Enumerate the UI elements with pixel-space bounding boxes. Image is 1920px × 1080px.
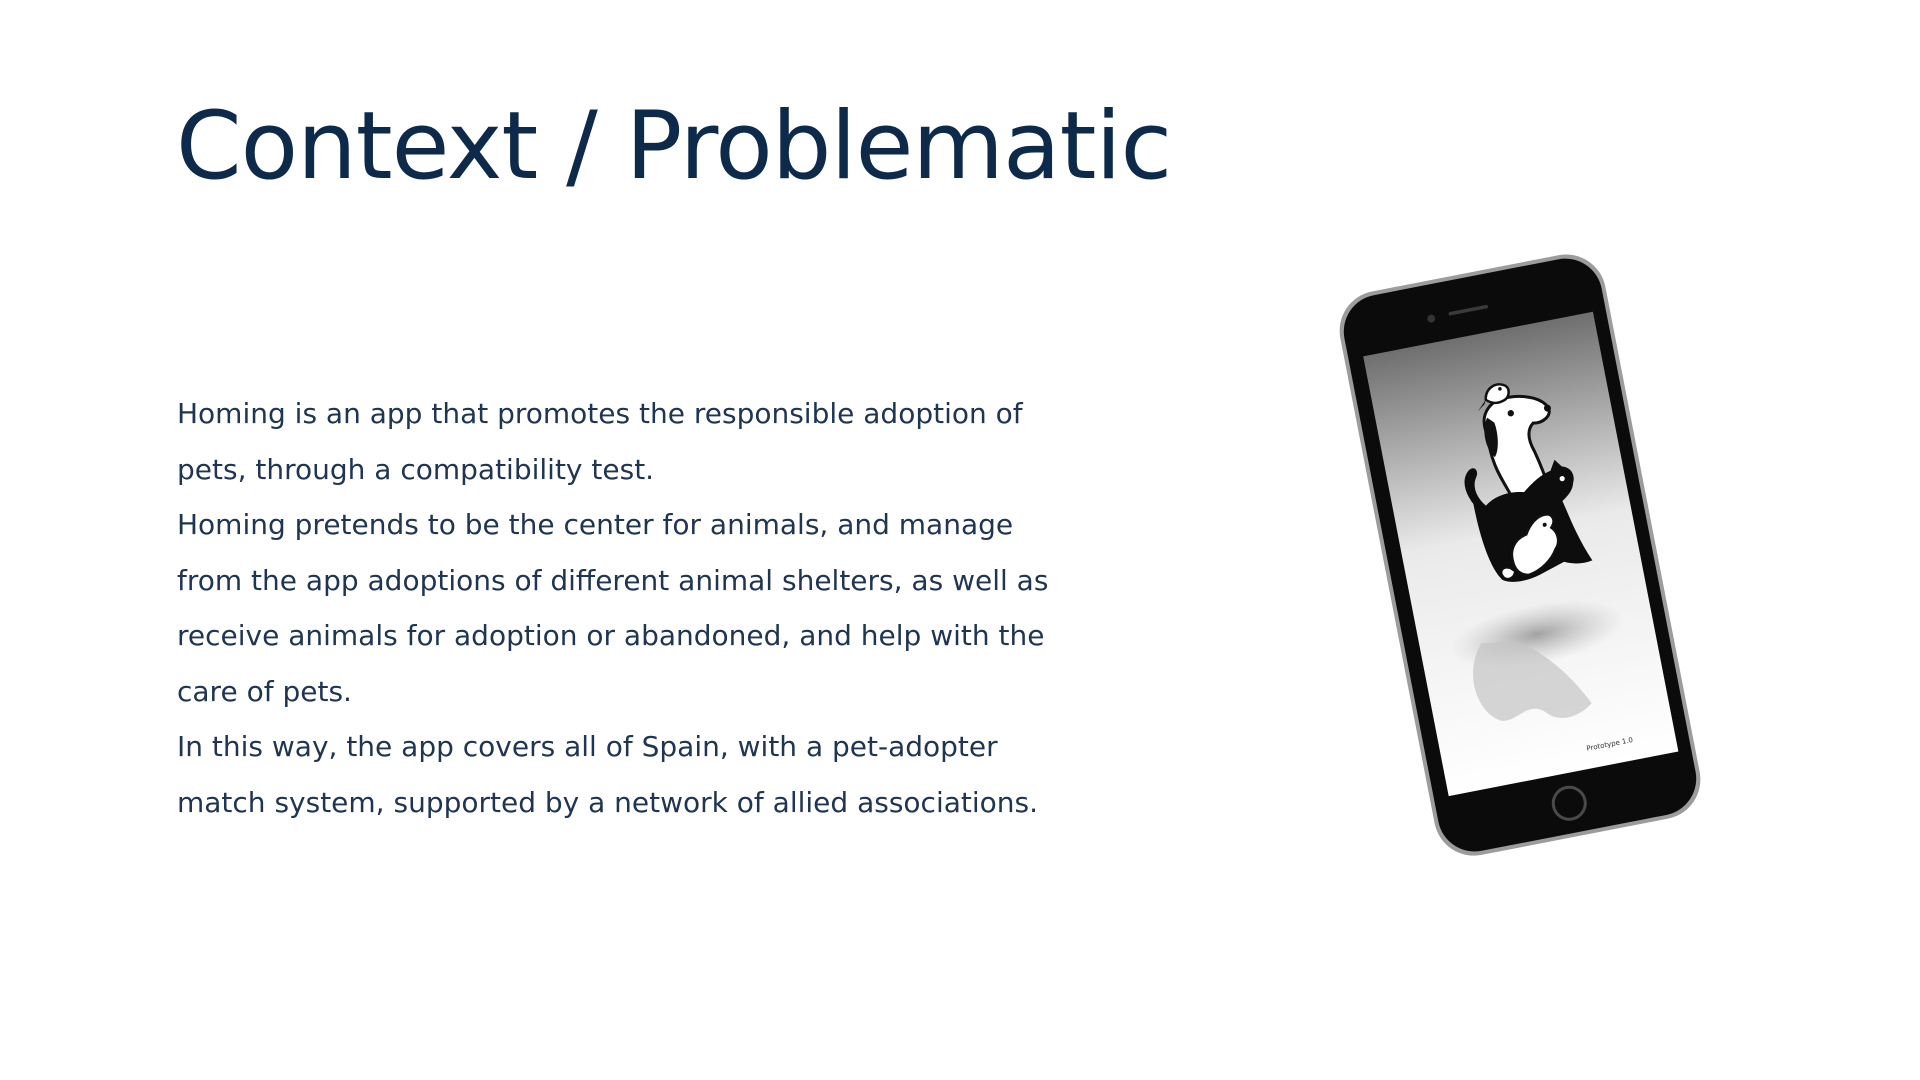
slide-body (177, 386, 1057, 830)
screen-caption: Prototype 1.0 (1585, 735, 1634, 753)
body-paragraph: In this way, the app covers all of Spain, with a pet-adopter match system, supported by a network of allied associations. (177, 730, 1038, 819)
body-paragraph: Homing is an app that promotes the responsible adoption of pets, through a compatibility test. (177, 397, 1023, 486)
phone-mockup-image (1300, 246, 1720, 866)
body-paragraph: Homing pretends to be the center for animals, and manage from the app adoptions of different animal shelters, as well as receive animals for adoption or abandoned, and help with the care of pets. (177, 508, 1049, 708)
slide-title: Context / Problematic (176, 92, 1172, 201)
